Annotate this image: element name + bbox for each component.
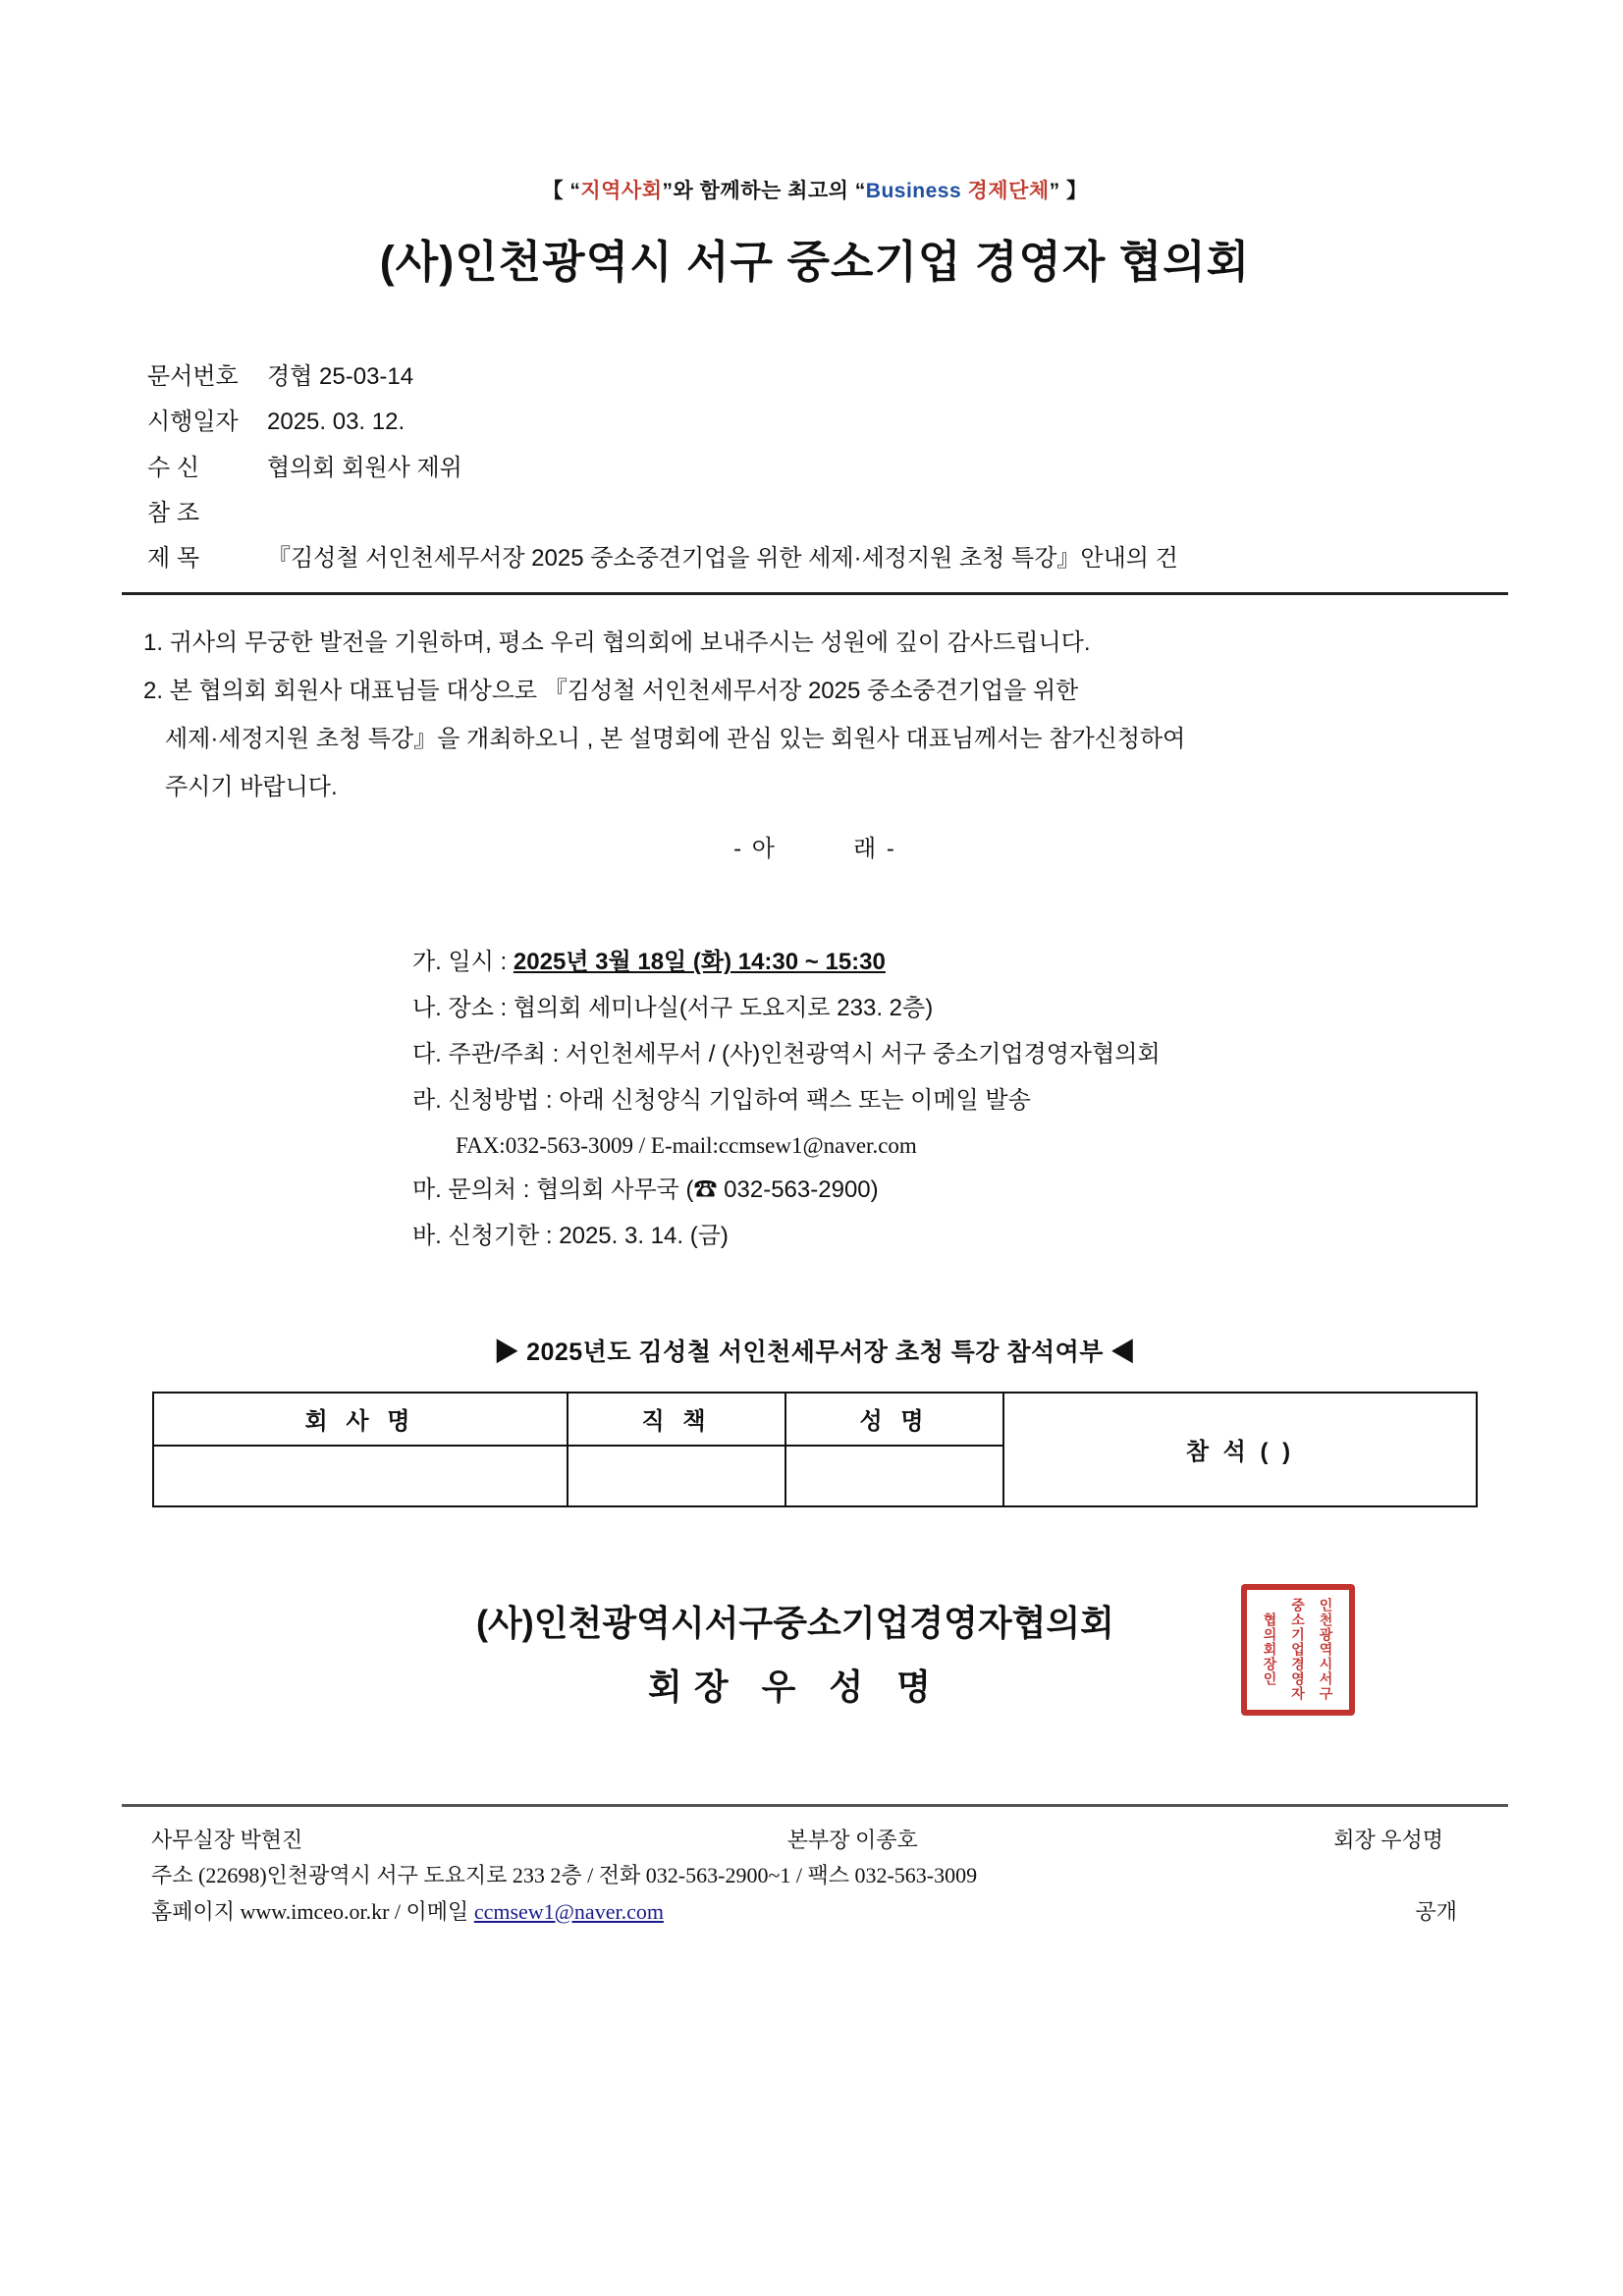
tagline-red2: 경제단체: [961, 180, 1050, 202]
stamp-col-1: 인천광역시서구: [1318, 1598, 1334, 1702]
meta-value: 『김성철 서인천세무서장 2025 중소중견기업을 위한 세제·세정지원 초청 특강』안내의 건: [267, 545, 1178, 573]
footer-bonbujang: 본부장 이종호: [786, 1827, 918, 1852]
footer-address: 주소 (22698)인천광역시 서구 도요지로 233 2층 / 전화 032-563-2900~1 / 팩스 032-563-3009: [151, 1863, 978, 1888]
tagline-blue: Business: [865, 180, 962, 202]
body-paragraph-2: 2. 본 협의회 회원사 대표님들 대상으로 『김성철 서인천세무서장 2025 중소중견기업을 위한: [143, 677, 1079, 704]
footer-homepage-email: [151, 1894, 664, 1930]
arae-left: - 아: [733, 836, 777, 863]
stamp-col-3: 협의회장인: [1262, 1613, 1278, 1687]
detail-item-datetime: [412, 940, 1512, 986]
organization-title: (사)인천광역시 서구 중소기업 경영자 협의회: [379, 237, 1251, 287]
arae-marker: [118, 829, 1512, 863]
signature-chairman: 회장 우 성 명: [648, 1666, 943, 1707]
meta-label: 제 목: [147, 545, 200, 573]
detail-item-place: 나. 장소 : 협의회 세미나실(서구 도요지로 233. 2층): [412, 995, 934, 1022]
stamp-col-2: 중소기업경영자: [1290, 1598, 1306, 1702]
cell-name[interactable]: [785, 1446, 1003, 1506]
footer: [118, 1823, 1512, 1930]
column-header-company: 회 사 명: [153, 1393, 568, 1446]
detail-item-datetime-value: 2025년 3월 18일 (화) 14:30 ~ 15:30: [513, 949, 886, 976]
tagline-mid: ”와 함께하는 최고의 “: [662, 180, 866, 202]
footer-disclosure: 공개: [1415, 1898, 1457, 1924]
meta-label: 수 신: [147, 454, 200, 481]
signature-block: [118, 1596, 1512, 1763]
signature-org: (사)인천광역시서구중소기업경영자협의회: [476, 1602, 1114, 1643]
attendance-title: ▶ 2025년도 김성철 서인천세무서장 초청 특강 참석여부 ◀: [494, 1338, 1136, 1366]
detail-item-fax-email: FAX:032-563-3009 / E-mail:ccmsew1@naver.com: [456, 1132, 917, 1158]
meta-value: 협의회 회원사 제위: [267, 454, 462, 481]
detail-item-host: 다. 주관/주최 : 서인천세무서 / (사)인천광역시 서구 중소기업경영자협의회: [412, 1040, 1161, 1067]
footer-office-head: 사무실장 박현진: [151, 1827, 303, 1852]
document-meta: [118, 355, 1512, 582]
footer-chairman: 회장 우성명: [1333, 1827, 1443, 1852]
meta-row-subject: [147, 536, 1512, 581]
footer-homepage-prefix: 홈페이지 www.imceo.or.kr / 이메일: [151, 1898, 474, 1924]
tagline-pre: 【 “: [542, 180, 581, 202]
body-paragraph-2b: 세제·세정지원 초청 특강』을 개최하오니 , 본 설명회에 관심 있는 회원사 대표님께서는 참가신청하여: [165, 725, 1186, 752]
cell-company[interactable]: [153, 1446, 568, 1506]
meta-value: 경협 25-03-14: [267, 363, 414, 390]
document-inner: [118, 0, 1512, 1930]
official-seal-stamp: [1241, 1584, 1355, 1716]
detail-item-apply-method: 라. 신청방법 : 아래 신청양식 기입하여 팩스 또는 이메일 발송: [412, 1086, 1031, 1114]
meta-row-reference: [147, 491, 1512, 536]
column-header-name: 성 명: [785, 1393, 1003, 1446]
tagline-red1: 지역사회: [580, 180, 663, 202]
body-paragraph-2c: 주시기 바랍니다.: [165, 774, 338, 801]
meta-row-document-number: [147, 355, 1512, 400]
meta-value: 2025. 03. 12.: [267, 409, 406, 436]
footer-email-link[interactable]: ccmsew1@naver.com: [473, 1898, 664, 1924]
column-header-position: 직 책: [568, 1393, 785, 1446]
footer-web-row: [151, 1894, 1502, 1930]
meta-row-date: [147, 400, 1512, 445]
table-header-row: [153, 1393, 1477, 1446]
divider-top: [122, 592, 1508, 595]
tagline-post: ” 】: [1049, 180, 1088, 202]
body-paragraph-1: 1. 귀사의 무궁한 발전을 기원하며, 평소 우리 협의회에 보내주시는 성원에 깊이 감사드립니다.: [143, 629, 1091, 656]
arae-right: 래 -: [853, 836, 896, 863]
meta-label: 시행일자: [147, 409, 239, 436]
attendance-table: [152, 1392, 1478, 1507]
detail-list: [118, 940, 1512, 1260]
divider-footer: [122, 1804, 1508, 1807]
tagline: [118, 175, 1512, 204]
detail-item-contact: 마. 문의처 : 협의회 사무국 (☎ 032-563-2900): [412, 1176, 879, 1204]
cell-attendance-check[interactable]: 참 석 ( ): [1003, 1393, 1477, 1506]
meta-row-recipient: [147, 446, 1512, 491]
footer-contacts-row: [151, 1823, 1502, 1858]
cell-position[interactable]: [568, 1446, 785, 1506]
body-text: [118, 619, 1512, 812]
meta-label: 문서번호: [147, 363, 239, 390]
detail-item-deadline: 바. 신청기한 : 2025. 3. 14. (금): [412, 1223, 729, 1250]
detail-item-datetime-label: 가. 일시 :: [412, 949, 514, 976]
meta-label: 참 조: [147, 499, 200, 526]
